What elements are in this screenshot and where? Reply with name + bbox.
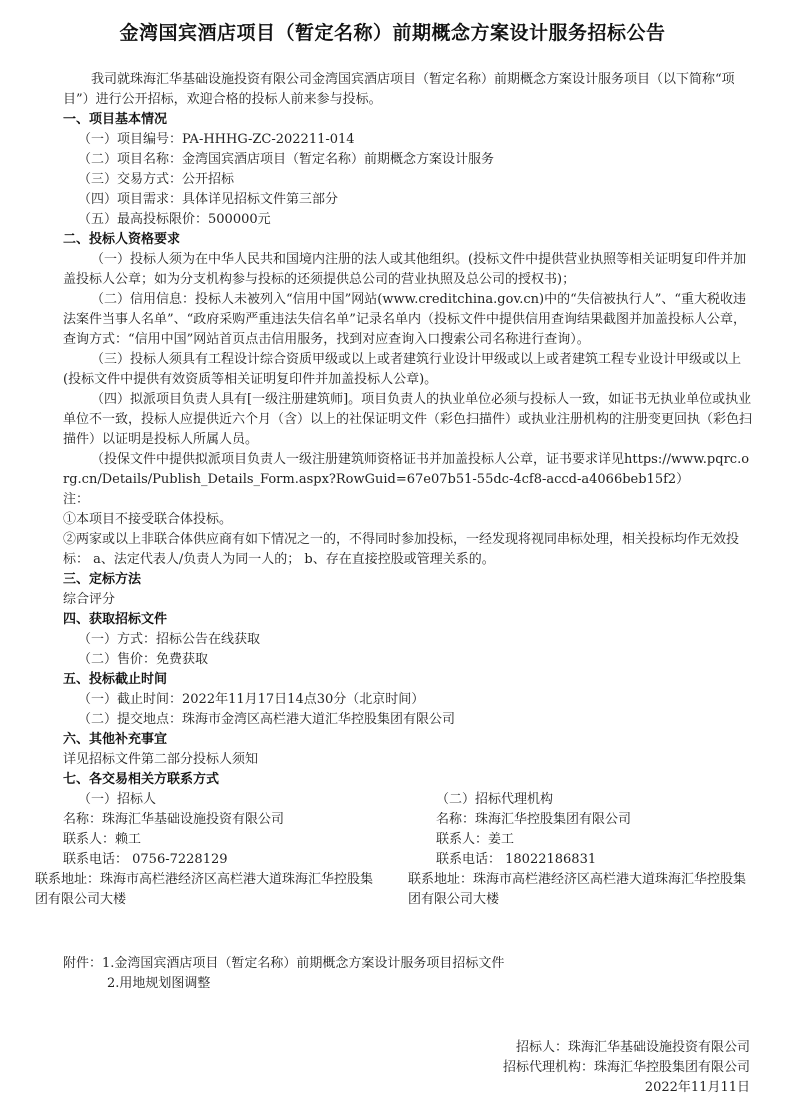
page-title: 金湾国宾酒店项目（暂定名称）前期概念方案设计服务招标公告 bbox=[119, 22, 666, 44]
tenderer-phone: 联系电话： 0756-7228129 bbox=[63, 852, 228, 867]
section-7-heading: 七、各交易相关方联系方式 bbox=[63, 772, 220, 787]
contact-addresses-row bbox=[35, 870, 753, 910]
contact-names-row bbox=[63, 810, 753, 830]
submission-location: （二）提交地点：珠海市金湾区高栏港大道汇华控股集团有限公司 bbox=[78, 712, 456, 727]
tenderer-name: 名称：珠海汇华基础设施投资有限公司 bbox=[63, 812, 285, 827]
tenderer-address: 联系地址：珠海市高栏港经济区高栏港大道珠海汇华控股集团有限公司大楼 bbox=[35, 872, 374, 907]
project-requirements: （四）项目需求：具体详见招标文件第三部分 bbox=[78, 192, 339, 207]
project-number: （一）项目编号：PA-HHHG-ZC-202211-014 bbox=[78, 132, 355, 147]
contact-phones-row bbox=[63, 850, 753, 870]
contact-persons-row bbox=[63, 830, 753, 850]
note-label: 注： bbox=[63, 492, 90, 507]
deadline-time: （一）截止时间：2022年11月17日14点30分（北京时间） bbox=[78, 692, 425, 707]
evaluation-method: 综合评分 bbox=[63, 592, 116, 607]
announcement-body bbox=[35, 70, 753, 910]
transaction-method: （三）交易方式：公开招标 bbox=[78, 172, 235, 187]
tenderer-title: （一）招标人 bbox=[78, 792, 157, 807]
qualification-certificate: （投保文件中提供拟派项目负责人一级注册建筑师资格证书并加盖投标人公章，证书要求详见https://www.pqrc.org.cn/Details/Publish_Details_Form.aspx?RowGuid=67e07b51-55dc-4cf8-accd-a4066beb15f2） bbox=[63, 452, 750, 487]
agent-name: 名称：珠海汇华控股集团有限公司 bbox=[436, 812, 632, 827]
obtain-method: （一）方式：招标公告在线获取 bbox=[78, 632, 261, 647]
other-matters: 详见招标文件第二部分投标人须知 bbox=[63, 752, 259, 767]
qualification-design-grade: （三）投标人须具有工程设计综合资质甲级或以上或者建筑行业设计甲级或以上或者建筑工程专业设计甲级或以上(投标文件中提供有效资质等相关证明复印件并加盖投标人公章)。 bbox=[63, 352, 742, 387]
project-name: （二）项目名称：金湾国宾酒店项目（暂定名称）前期概念方案设计服务 bbox=[78, 152, 495, 167]
section-1-heading: 一、项目基本情况 bbox=[63, 112, 168, 127]
annex-item-2: 2.用地规划图调整 bbox=[107, 976, 211, 991]
note-2: ②两家或以上非联合体供应商有如下情况之一的，不得同时参加投标，一经发现将视同串标处理，相关投标均作无效投标： a、法定代表人/负责人为同一人的； b、存在直接控股或管理关系的。 bbox=[63, 532, 740, 567]
section-6-heading: 六、其他补充事宜 bbox=[63, 732, 168, 747]
section-4-heading: 四、获取招标文件 bbox=[63, 612, 168, 627]
obtain-price: （二）售价：免费获取 bbox=[78, 652, 209, 667]
agent-phone: 联系电话： 18022186831 bbox=[436, 852, 597, 867]
agent-address: 联系地址：珠海市高栏港经济区高栏港大道珠海汇华控股集团有限公司大楼 bbox=[408, 872, 747, 907]
annex-item-1: 附件：1.金湾国宾酒店项目（暂定名称）前期概念方案设计服务项目招标文件 bbox=[63, 956, 505, 971]
agent-title: （二）招标代理机构 bbox=[436, 792, 554, 807]
qualification-legal-entity: （一）投标人须为在中华人民共和国境内注册的法人或其他组织。(投标文件中提供营业执照等相关证明复印件并加盖投标人公章；如为分支机构参与投标的还须提供总公司的营业执照及总公司的授权书)； bbox=[63, 252, 747, 287]
contact-titles-row bbox=[63, 790, 753, 810]
note-1: ①本项目不接受联合体投标。 bbox=[63, 512, 233, 527]
signature-date: 2022年11月11日 bbox=[644, 1080, 750, 1095]
section-2-heading: 二、投标人资格要求 bbox=[63, 232, 181, 247]
max-bid-price: （五）最高投标限价：500000元 bbox=[78, 212, 271, 227]
signature-agent: 招标代理机构：珠海汇华控股集团有限公司 bbox=[502, 1060, 750, 1075]
qualification-credit: （二）信用信息：投标人未被列入“信用中国”网站(www.creditchina.gov.cn)中的“失信被执行人”、“重大税收违法案件当事人名单”、“政府采购严重违法失信名单”记录名单内（投标文件中提供信用查询结果截图并加盖投标人公章，查询方式：“信用中国”网站首页点击信用服务，找到对应查询入口搜索公司名称进行查询）。 bbox=[63, 292, 747, 347]
tenderer-contact: 联系人：赖工 bbox=[63, 832, 142, 847]
intro-paragraph: 我司就珠海汇华基础设施投资有限公司金湾国宾酒店项目（暂定名称）前期概念方案设计服务项目（以下简称“项目”）进行公开招标，欢迎合格的投标人前来参与投标。 bbox=[63, 72, 735, 107]
signature-tenderer: 招标人：珠海汇华基础设施投资有限公司 bbox=[515, 1040, 750, 1055]
agent-contact: 联系人：姜工 bbox=[436, 832, 515, 847]
qualification-project-leader: （四）拟派项目负责人具有[一级注册建筑师]。项目负责人的执业单位必须与投标人一致，如证书无执业单位或执业单位不一致，投标人应提供近六个月（含）以上的社保证明文件（彩色扫描件）或执业注册机构的注册变更回执（彩色扫描件）以证明是投标人所属人员。 bbox=[63, 392, 753, 447]
section-3-heading: 三、定标方法 bbox=[63, 572, 142, 587]
section-5-heading: 五、投标截止时间 bbox=[63, 672, 168, 687]
